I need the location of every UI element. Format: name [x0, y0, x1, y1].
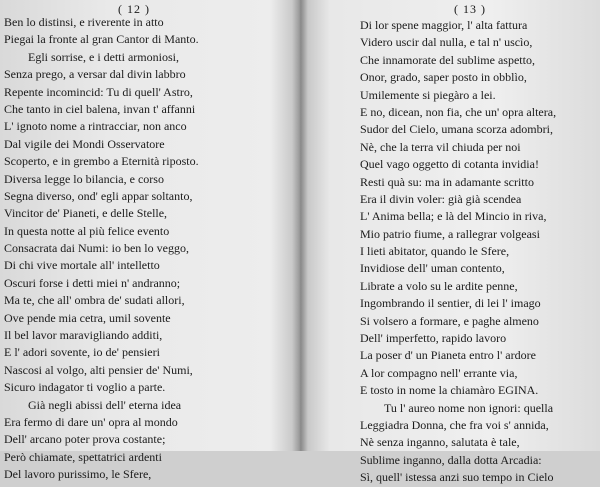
- verse-line: Sublime inganno, dalla dotta Arcadia:: [360, 452, 542, 467]
- page-number: ( 12 ): [118, 2, 150, 16]
- verse-line: L' Anima bella; e là del Mincio in riva,: [360, 209, 547, 224]
- verse-line: Era il divin voler: già già scendea: [360, 191, 522, 206]
- verse-line: Ingombrando il sentier, di lei l' imago: [360, 296, 541, 311]
- verse-block: [4, 14, 199, 484]
- verse-line: Quel vago oggetto di cotanta invidia!: [360, 157, 539, 172]
- right-page: [308, 0, 600, 485]
- verse-line: Già negli abissi dell' eterna idea: [28, 397, 182, 412]
- verse-line: Repente incomincid: Tu di quell' Astro,: [4, 84, 193, 99]
- verse-line: I lieti abitator, quando le Sfere,: [360, 244, 510, 259]
- verse-line: Sicuro indagator ti voglio a parte.: [4, 380, 166, 395]
- verse-line: Librate a volo su le ardite penne,: [360, 278, 518, 293]
- verse-line: Nè, che la terra vil chiuda per noi: [360, 139, 521, 154]
- verse-line: E no, dicean, non fia, che un' opra altera,: [360, 104, 557, 119]
- verse-line: Oscuri forse i detti miei n' andranno;: [4, 275, 181, 290]
- verse-line: Dell' imperfetto, rapido lavoro: [360, 331, 507, 346]
- verse-line: Vincitor de' Pianeti, e delle Stelle,: [4, 206, 168, 221]
- verse-line: Resti quà su: ma in adamante scritto: [360, 174, 534, 189]
- verse-line: Tu l' aureo nome non ignori: quella: [384, 400, 554, 415]
- verse-line: Piegai la fronte al gran Cantor di Manto.: [4, 32, 199, 47]
- verse-line: Nascosi al volgo, alti pensier de' Numi,: [4, 362, 193, 377]
- verse-line: Senza prego, a versar dal divin labbro: [4, 67, 186, 82]
- verse-line: Dell' arcano poter prova costante;: [4, 432, 166, 447]
- verse-line: Ben lo distinsi, e riverente in atto: [4, 15, 164, 29]
- verse-line: Umilemente si piegàro a lei.: [360, 87, 496, 102]
- verse-line: Il bel lavor maravigliando additi,: [4, 328, 163, 343]
- verse-line: Di lor spene maggior, l' alta fattura: [360, 18, 528, 32]
- verse-line: Leggiadra Donna, che fra voi s' annida,: [360, 417, 549, 432]
- book-gutter: [292, 0, 308, 451]
- verse-line: Ma te, che all' ombra de' sudati allori,: [4, 293, 185, 308]
- verse-line: A lor compagno nell' errante via,: [360, 365, 518, 380]
- verse-line: Che tanto in ciel balena, invan t' affanni: [4, 101, 196, 116]
- verse-line: Ove pende mia cetra, umil sovente: [4, 310, 171, 325]
- verse-line: Videro uscir dal nulla, e tal n' uscìo,: [360, 35, 533, 50]
- verse-line: Che innamorate del sublime aspetto,: [360, 52, 535, 67]
- verse-line: Però chiamate, spettatrici ardenti: [4, 449, 162, 464]
- verse-line: Egli sorrise, e i detti armoniosi,: [28, 49, 179, 64]
- verse-line: Segna diverso, ond' egli appar soltanto,: [4, 188, 193, 203]
- verse-line: E tosto in nome la chiamàro EGINA.: [360, 383, 539, 398]
- verse-line: Era fermo di dare un' opra al mondo: [4, 414, 178, 429]
- verse-line: Sì, quell' istessa anzi suo tempo in Cielo: [360, 470, 554, 485]
- verse-line: Sudor del Cielo, umana scorza adombri,: [360, 122, 553, 137]
- verse-line: Nè senza inganno, salutata è tale,: [360, 435, 520, 450]
- verse-line: L' ignoto nome a rintracciar, non anco: [4, 119, 187, 134]
- page-number: ( 13 ): [454, 2, 486, 16]
- left-page: [0, 0, 292, 482]
- verse-line: E l' adori sovente, io de' pensieri: [4, 345, 160, 360]
- verse-line: Onor, grado, saper posto in obblìo,: [360, 70, 527, 85]
- verse-line: Mio patrio fiume, a rallegrar volgeasi: [360, 226, 540, 241]
- verse-line: Consacrata dai Numi: io ben lo veggo,: [4, 241, 189, 256]
- verse-line: Invidiose dell' uman contento,: [360, 261, 505, 276]
- verse-line: Si volsero a formare, e paghe almeno: [360, 313, 539, 328]
- verse-line: In questa notte al più felice evento: [4, 223, 170, 238]
- verse-line: Del lavoro purissimo, le Sfere,: [4, 467, 152, 482]
- verse-line: Di chi vive mortale all' intelletto: [4, 258, 160, 273]
- verse-block: [360, 17, 556, 487]
- verse-line: La poser d' un Pianeta entro l' ardore: [360, 348, 536, 363]
- verse-line: Scoperto, e in grembo a Eternità riposto.: [4, 154, 199, 169]
- verse-line: Diversa legge lo bilancia, e corso: [4, 171, 164, 186]
- verse-line: Dal vigile dei Mondi Osservatore: [4, 136, 165, 151]
